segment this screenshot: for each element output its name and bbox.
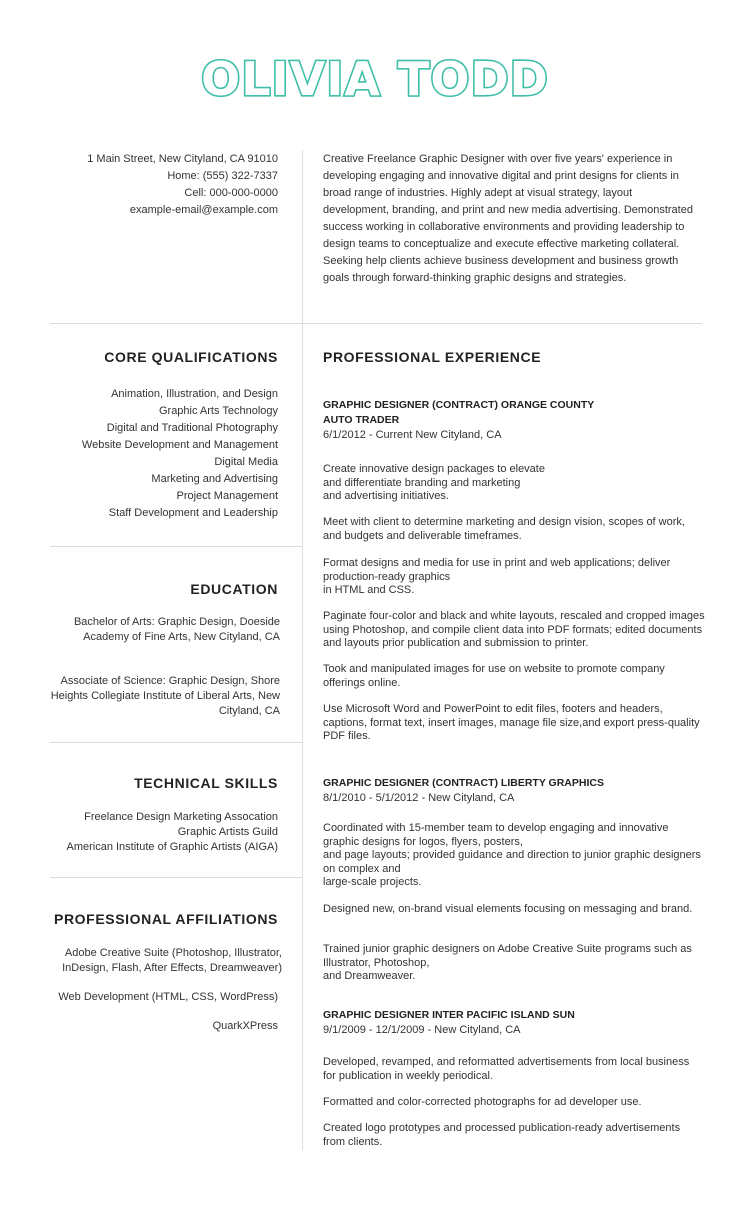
skill-item: Freelance Design Marketing Assocation [84, 811, 278, 823]
job-title: GRAPHIC DESIGNER INTER PACIFIC ISLAND SUN [323, 1009, 575, 1021]
job-bullet: Designed new, on-brand visual elements focusing on messaging and brand. [323, 903, 693, 915]
technical-skills-list [50, 810, 278, 855]
core-qualifications-list [50, 386, 278, 522]
job-bullet: Created logo prototypes and processed publication-ready advertisements from clients. [323, 1122, 681, 1148]
qualification-item: Project Management [176, 490, 278, 502]
education-item: Associate of Science: Graphic Design, Shore Heights Collegiate Institute of Liberal Arts, New Cityland, CA [50, 675, 280, 717]
qualification-item: Website Development and Management [81, 439, 278, 451]
job-bullet: Meet with client to determine marketing and design vision, scopes of work, and budgets and deliverable timeframes. [323, 516, 685, 542]
job-bullet: Trained junior graphic designers on Adobe Creative Suite programs such as Illustrator, Photoshop, and Dreamweaver. [323, 943, 692, 982]
job-bullet: Paginate four-color and black and white layouts, rescaled and cropped images using Photoshop, and compile client data into PDF formats; edited documents and layouts prior publication and submission to printer. [323, 610, 705, 649]
affiliations-heading: PROFESSIONAL AFFILIATIONS [54, 911, 278, 927]
job-bullet: Format designs and media for use in print and web applications; deliver production-ready graphics in HTML and CSS. [323, 557, 671, 596]
home-phone: Home: (555) 322-7337 [167, 170, 278, 182]
affiliation-item: QuarkXPress [212, 1020, 278, 1032]
job-dates: 9/1/2009 - 12/1/2009 - New Cityland, CA [323, 1024, 521, 1036]
name-text: OLIVIA TODD [201, 52, 549, 106]
qualification-item: Marketing and Advertising [151, 473, 278, 485]
technical-skills-heading: TECHNICAL SKILLS [134, 775, 278, 791]
qualification-item: Graphic Arts Technology [158, 405, 278, 417]
core-qualifications-heading: CORE QUALIFICATIONS [104, 349, 278, 365]
job-bullet: Developed, revamped, and reformatted advertisements from local business for publication in weekly periodical. [323, 1056, 690, 1082]
resume-name [0, 52, 750, 106]
experience-heading: PROFESSIONAL EXPERIENCE [323, 349, 542, 365]
section-divider [50, 546, 302, 547]
affiliation-item: Web Development (HTML, CSS, WordPress) [58, 991, 278, 1003]
summary: Creative Freelance Graphic Designer with over five years' experience in developing engaging and innovative digital and print designs for clients in broad range of industries. Highly adept at visual strategy, layout development, branding, and print and new media advertising. Demonstrated success working in collaborative environments and providing leadership to design teams to conceptualize and execute effective marketing collateral. Seeking help clients achieve business development and business growth goals through forward-thinking graphic designs and strategies. [323, 153, 693, 284]
email: example-email@example.com [129, 204, 278, 216]
skill-item: Graphic Artists Guild [177, 826, 278, 838]
cell-phone: Cell: 000-000-0000 [184, 187, 278, 199]
job-bullet: Coordinated with 15-member team to develop engaging and innovative graphic designs for logos, flyers, posters, and page layouts; provided guidance and direction to junior graphic designers on complex and large-scale projects. [323, 822, 701, 888]
section-divider [50, 323, 702, 324]
education-item: Bachelor of Arts: Graphic Design, Doeside Academy of Fine Arts, New Cityland, CA [73, 616, 280, 643]
qualification-item: Digital Media [214, 456, 278, 468]
job-bullet: Create innovative design packages to elevate and differentiate branding and marketing and advertising initiatives. [323, 463, 545, 502]
job-dates: 6/1/2012 - Current New Cityland, CA [323, 429, 502, 441]
job-title: GRAPHIC DESIGNER (CONTRACT) LIBERTY GRAPHICS [323, 777, 604, 789]
job-title: GRAPHIC DESIGNER (CONTRACT) ORANGE COUNTY AUTO TRADER [323, 399, 595, 426]
qualification-item: Animation, Illustration, and Design [111, 388, 278, 400]
skill-item: American Institute of Graphic Artists (AIGA) [66, 841, 278, 853]
qualification-item: Digital and Traditional Photography [106, 422, 278, 434]
column-divider [302, 150, 303, 1150]
contact-info [50, 151, 278, 219]
section-divider [50, 877, 302, 878]
education-heading: EDUCATION [190, 581, 278, 597]
job-bullet: Use Microsoft Word and PowerPoint to edit files, footers and headers, captions, format text, insert images, manage file size,and export press-quality PDF files. [323, 703, 700, 742]
qualification-item: Staff Development and Leadership [108, 507, 278, 519]
job-dates: 8/1/2010 - 5/1/2012 - New Cityland, CA [323, 792, 515, 804]
section-divider [50, 742, 302, 743]
job-bullet: Formatted and color-corrected photographs for ad developer use. [323, 1096, 642, 1108]
job-bullet: Took and manipulated images for use on website to promote company offerings online. [323, 663, 665, 689]
address: 1 Main Street, New Cityland, CA 91010 [87, 153, 278, 165]
affiliation-item: Adobe Creative Suite (Photoshop, Illustrator, InDesign, Flash, After Effects, Dreamweaver) [62, 947, 282, 974]
